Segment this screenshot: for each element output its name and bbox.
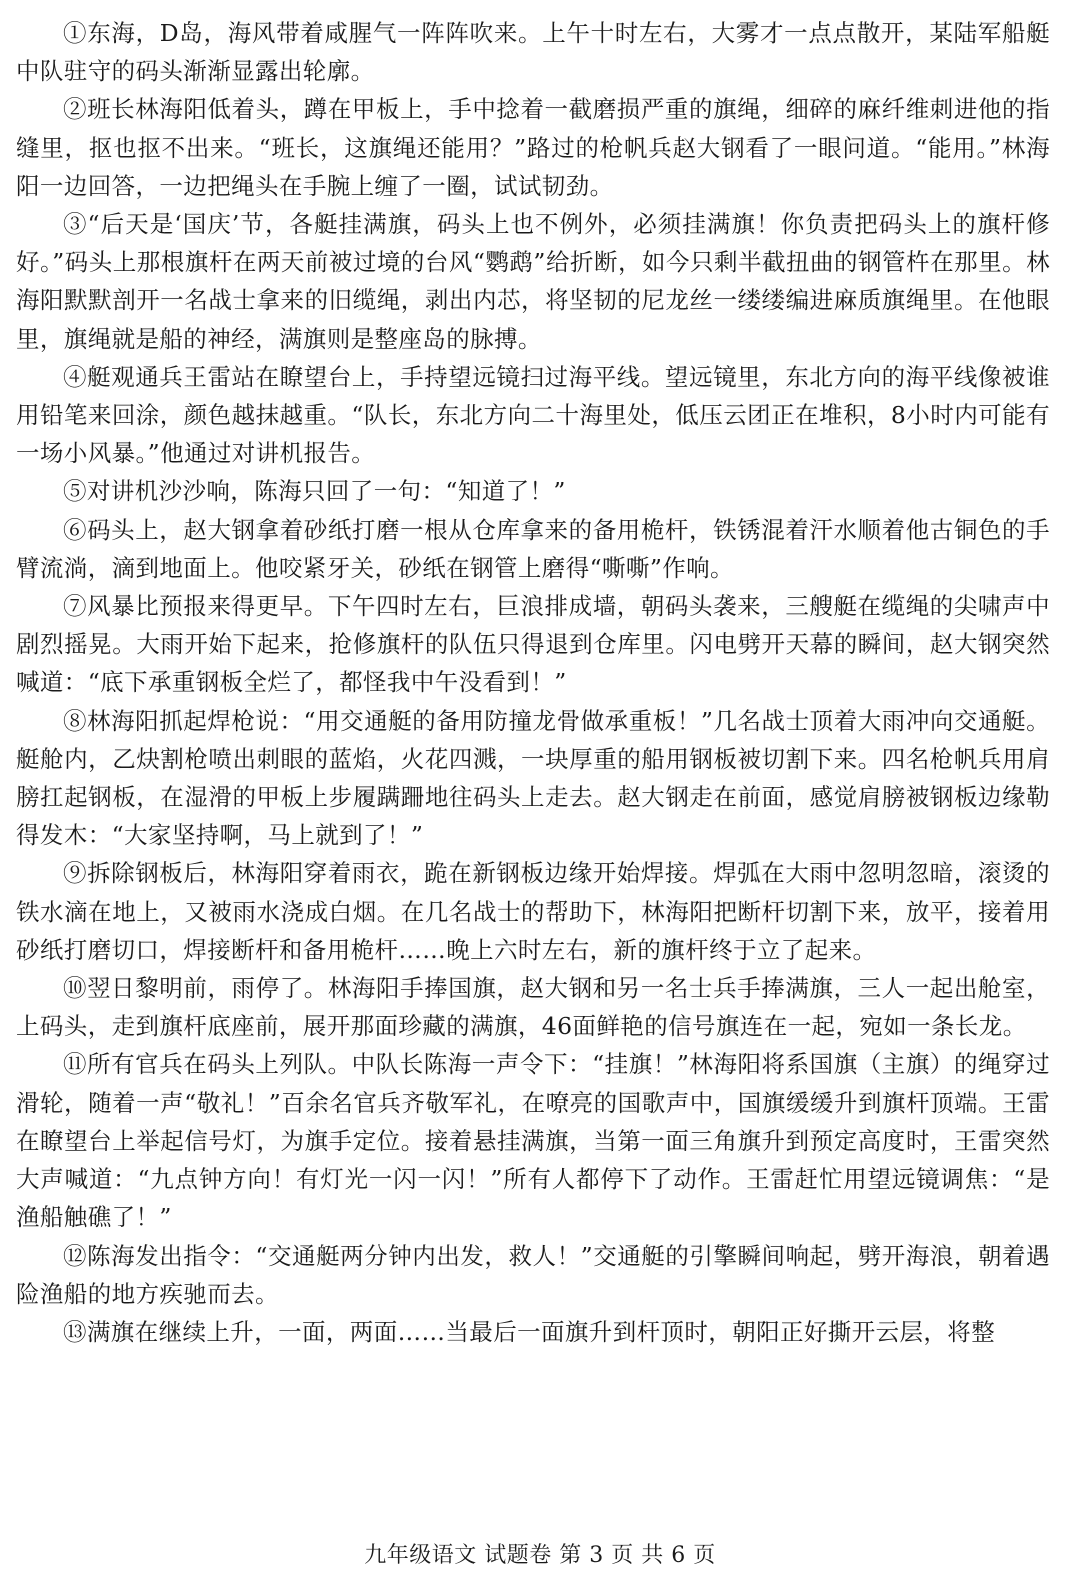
paragraph-7: ⑦风暴比预报来得更早。下午四时左右，巨浪排成墙，朝码头袭来，三艘艇在缆绳的尖啸声中剧烈摇晃。大雨开始下起来，抢修旗杆的队伍只得退到仓库里。闪电劈开天幕的瞬间，赵大钢突然喊道：“底下承重钢板全烂了，都怪我中午没看到！” <box>16 592 1050 697</box>
paragraph-6: ⑥码头上，赵大钢拿着砂纸打磨一根从仓库拿来的备用桅杆，铁锈混着汗水顺着他古铜色的手臂流淌，滴到地面上。他咬紧牙关，砂纸在钢管上磨得“嘶嘶”作响。 <box>16 515 1050 582</box>
paragraph-13: ⑬满旗在继续上升，一面，两面……当最后一面旗升到杆顶时，朝阳正好撕开云层，将整 <box>63 1317 996 1346</box>
paragraph-2: ②班长林海阳低着头，蹲在甲板上，手中捻着一截磨损严重的旗绳，细碎的麻纤维刺进他的指缝里，抠也抠不出来。“班长，这旗绳还能用？”路过的枪帆兵赵大钢看了一眼问道。“能用。”林海阳一边回答，一边把绳头在手腕上缠了一圈，试试韧劲。 <box>16 95 1050 200</box>
page-footer: 九年级语文 试题卷 第 3 页 共 6 页 <box>364 1543 716 1568</box>
paragraph-8: ⑧林海阳抓起焊枪说：“用交通艇的备用防撞龙骨做承重板！”几名战士顶着大雨冲向交通艇。艇舱内，乙炔割枪喷出刺眼的蓝焰，火花四溅，一块厚重的船用钢板被切割下来。四名枪帆兵用肩膀扛起钢板，在湿滑的甲板上步履蹒跚地往码头上走去。赵大钢走在前面，感觉肩膀被钢板边缘勒得发木：“大家坚持啊，马上就到了！” <box>16 706 1050 850</box>
paragraph-1: ①东海，D岛，海风带着咸腥气一阵阵吹来。上午十时左右，大雾才一点点散开，某陆军船艇中队驻守的码头渐渐显露出轮廓。 <box>16 19 1050 86</box>
paragraph-4: ④艇观通兵王雷站在瞭望台上，手持望远镜扫过海平线。望远镜里，东北方向的海平线像被谁用铅笔来回涂，颜色越抹越重。“队长，东北方向二十海里处，低压云团正在堆积，8小时内可能有一场小风暴。”他通过对讲机报告。 <box>16 362 1050 468</box>
paragraph-5: ⑤对讲机沙沙响，陈海只回了一句：“知道了！” <box>63 477 566 506</box>
paragraph-12: ⑫陈海发出指令：“交通艇两分钟内出发，救人！”交通艇的引擎瞬间响起，劈开海浪，朝着遇险渔船的地方疾驰而去。 <box>16 1241 1050 1308</box>
paragraph-3: ③“后天是‘国庆’节，各艇挂满旗，码头上也不例外，必须挂满旗！你负责把码头上的旗杆修好。”码头上那根旗杆在两天前被过境的台风“鹦鹉”给折断，如今只剩半截扭曲的钢管杵在那里。林海阳默默剖开一名战士拿来的旧缆绳，剥出内芯，将坚韧的尼龙丝一缕缕编进麻质旗绳里。在他眼里，旗绳就是船的神经，满旗则是整座岛的脉搏。 <box>16 210 1050 353</box>
paragraph-10: ⑩翌日黎明前，雨停了。林海阳手捧国旗，赵大钢和另一名士兵手捧满旗，三人一起出舱室，上码头，走到旗杆底座前，展开那面珍藏的满旗，46面鲜艳的信号旗连在一起，宛如一条长龙。 <box>16 974 1050 1041</box>
paragraph-11: ⑪所有官兵在码头上列队。中队长陈海一声令下：“挂旗！”林海阳将系国旗（主旗）的绳穿过滑轮，随着一声“敬礼！”百余名官兵齐敬军礼，在嘹亮的国歌声中，国旗缓缓升到旗杆顶端。王雷在瞭望台上举起信号灯，为旗手定位。接着悬挂满旗，当第一面三角旗升到预定高度时，王雷突然大声喊道：“九点钟方向！有灯光一闪一闪！”所有人都停下了动作。王雷赶忙用望远镜调焦：“是渔船触礁了！” <box>16 1050 1050 1232</box>
paragraph-9: ⑨拆除钢板后，林海阳穿着雨衣，跪在新钢板边缘开始焊接。焊弧在大雨中忽明忽暗，滚烫的铁水滴在地上，又被雨水浇成白烟。在几名战士的帮助下，林海阳把断杆切割下来，放平，接着用砂纸打磨切口，焊接断杆和备用桅杆……晚上六时左右，新的旗杆终于立了起来。 <box>16 859 1050 964</box>
